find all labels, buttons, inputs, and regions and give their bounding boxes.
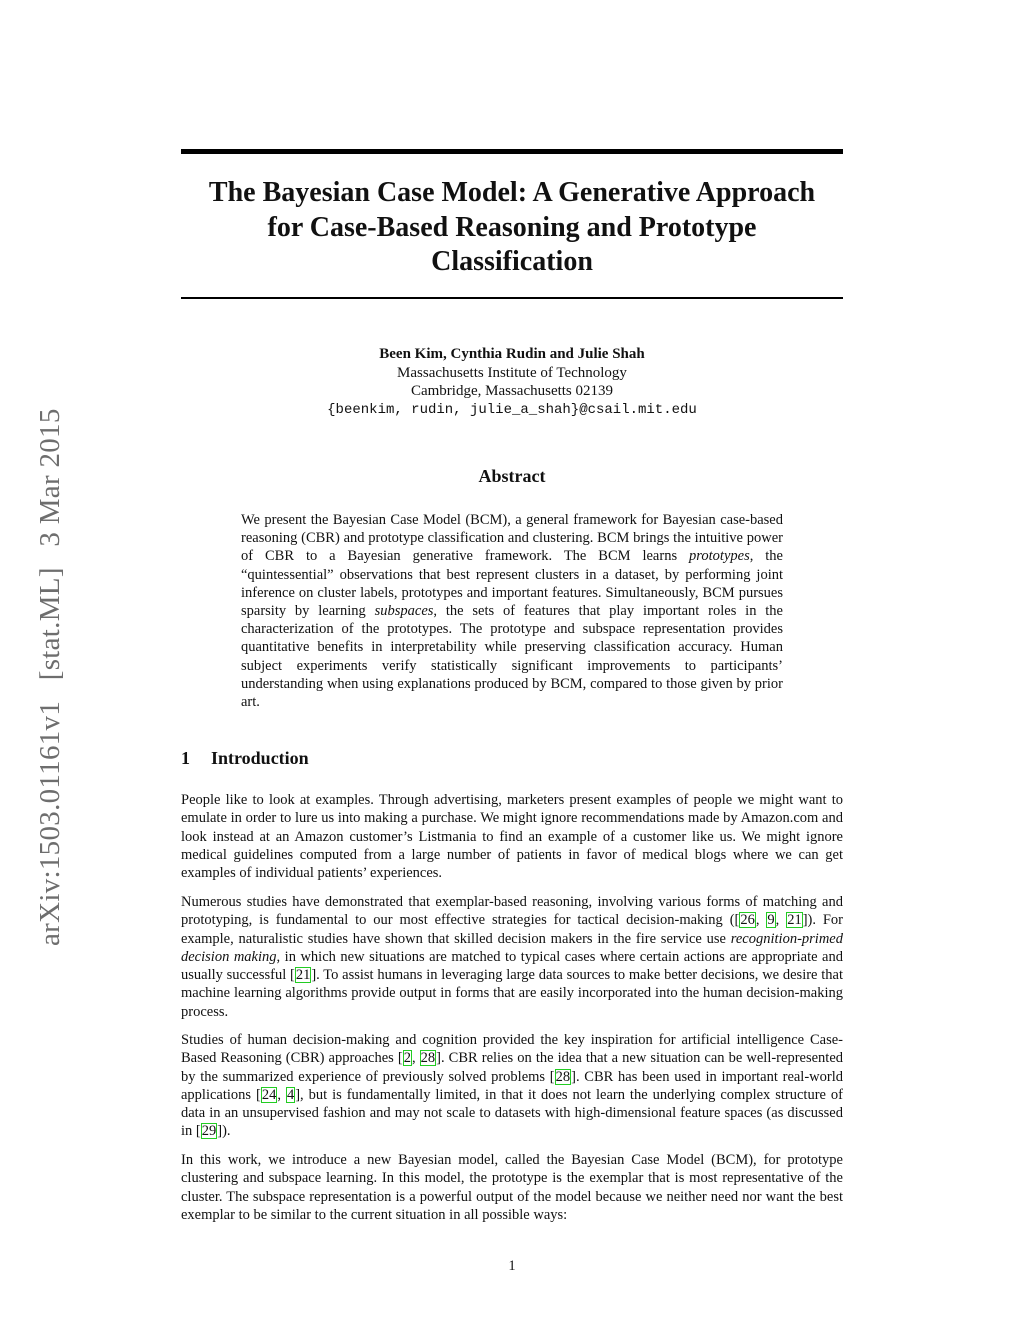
author-names: Been Kim, Cynthia Rudin and Julie Shah — [379, 346, 645, 362]
abstract-term-subspaces: subspaces — [374, 603, 434, 620]
paragraph-text: Numerous studies have demonstrated that exemplar-based reasoning, involving various forms of matching and prototyping, is fundamental to our most effective strategies for tactical decision-making ([ — [181, 894, 843, 929]
citation-separator: , — [411, 1050, 420, 1067]
title-line: The Bayesian Case Model: A Generative Approach — [208, 177, 816, 208]
section-number: 1 — [181, 748, 190, 768]
abstract-segment: , the “quintessential” observations that best represent clusters in a dataset, by performing joint inference on cluster labels, prototypes and important features. Simultaneously, BCM pursues sparsity by learning — [241, 548, 783, 620]
citation-link[interactable]: 9 — [767, 912, 775, 929]
author-email: {beenkim, rudin, julie_a_shah}@csail.mit.edu — [327, 401, 697, 418]
title-bottom-rule — [181, 297, 843, 299]
title-line: for Case-Based Reasoning and Prototype — [267, 211, 757, 243]
emphasized-term: recognition-primed decision making — [181, 930, 843, 965]
citation-link[interactable]: 28 — [555, 1068, 571, 1085]
author-block — [181, 345, 843, 419]
title-line: Classification — [431, 246, 593, 277]
paragraph-text: ]. CBR relies on the idea that a new situation can be well-represented by the summarized experience of previously solved problems [ — [181, 1050, 844, 1085]
citation-separator: , — [775, 912, 787, 929]
intro-paragraph-2 — [181, 893, 843, 1021]
paragraph-text: ]). For example, naturalistic studies have shown that skilled decision makers in the fire service use — [181, 912, 844, 947]
intro-paragraph-3 — [181, 1031, 843, 1141]
section-title: Introduction — [211, 748, 309, 768]
paragraph-text: Studies of human decision-making and cognition provided the key inspiration for artificial intelligence Case-Based Reasoning (CBR) approaches [ — [181, 1032, 843, 1067]
section-heading-introduction — [181, 748, 309, 769]
citation-link[interactable]: 29 — [201, 1123, 217, 1140]
arxiv-id: arXiv:1503.01161v1 — [34, 700, 66, 946]
citation-link[interactable]: 24 — [261, 1086, 277, 1103]
title-top-rule — [181, 149, 843, 154]
citation-link[interactable]: 2 — [403, 1050, 411, 1067]
paragraph-text: , in which new situations are matched to typical cases where certain actions are appropriate and usually successful [ — [181, 948, 843, 984]
intro-paragraph-4: In this work, we introduce a new Bayesian model, called the Bayesian Case Model (BCM), for prototype clustering and subspace learning. In this model, the prototype is the exemplar that is most representative of the cluster. The subspace representation is a powerful output of the model because we neither need nor want the best exemplar to be similar to the current situation in all possible ways: — [181, 1152, 843, 1223]
paragraph-text: ]). — [217, 1123, 231, 1140]
abstract-heading: Abstract — [478, 466, 546, 486]
paragraph-text: ]. To assist humans in leveraging large data sources to make better decisions, we desire that machine learning algorithms provide output in forms that are easily incorporated into the human decision-making process. — [181, 967, 844, 1020]
arxiv-date: 3 Mar 2015 — [34, 408, 66, 547]
citation-link[interactable]: 28 — [420, 1050, 436, 1067]
arxiv-category: [stat.ML] — [34, 567, 66, 681]
author-address: Cambridge, Massachusetts 02139 — [410, 383, 614, 400]
abstract-segment: We present the Bayesian Case Model (BCM), a general framework for Bayesian case-based reasoning (CBR) and prototype classification and clustering. BCM brings the intuitive power of CBR to a Bayesian generative framework. The BCM learns — [241, 512, 783, 565]
paragraph-text: ], but is fundamentally limited, in that it does not learn the underlying complex structure of data in an unsupervised fashion and may not scale to datasets with high-dimensional feature spaces (as discussed in [ — [181, 1086, 844, 1140]
citation-link[interactable]: 21 — [787, 912, 802, 929]
citation-link[interactable]: 4 — [286, 1086, 295, 1103]
citation-separator: , — [277, 1086, 286, 1103]
citation-separator: , — [755, 912, 767, 929]
abstract-term-prototypes: prototypes — [689, 548, 750, 565]
paper-title — [181, 176, 843, 280]
page-number: 1 — [508, 1258, 516, 1274]
author-affiliation: Massachusetts Institute of Technology — [397, 364, 627, 381]
abstract-segment: , the sets of features that play important roles in the characterization of the prototypes. The prototype and subspace representation provides quantitative benefits in interpretability while preserving classification accuracy. Human subject experiments verify statistically significant improvements to participants’ understanding when using explanations produced by BCM, compared to those given by prior art. — [241, 603, 783, 711]
citation-link[interactable]: 21 — [295, 967, 311, 984]
intro-paragraph-1: People like to look at examples. Through advertising, marketers present examples of people we might want to emulate in order to lure us into making a purchase. We might ignore recommendations made by Amazon.com and look instead at an Amazon customer’s Listmania to find an example of a customer like us. We might ignore medical guidelines computed from a large number of patients in favor of medical blogs where we can get examples of individual patients’ experiences. — [181, 792, 843, 882]
abstract-text — [241, 511, 783, 711]
paragraph-text: ]. CBR has been used in important real-world applications [ — [181, 1068, 843, 1103]
arxiv-sidebar-stamp — [34, 395, 67, 946]
citation-link[interactable]: 26 — [740, 912, 755, 929]
